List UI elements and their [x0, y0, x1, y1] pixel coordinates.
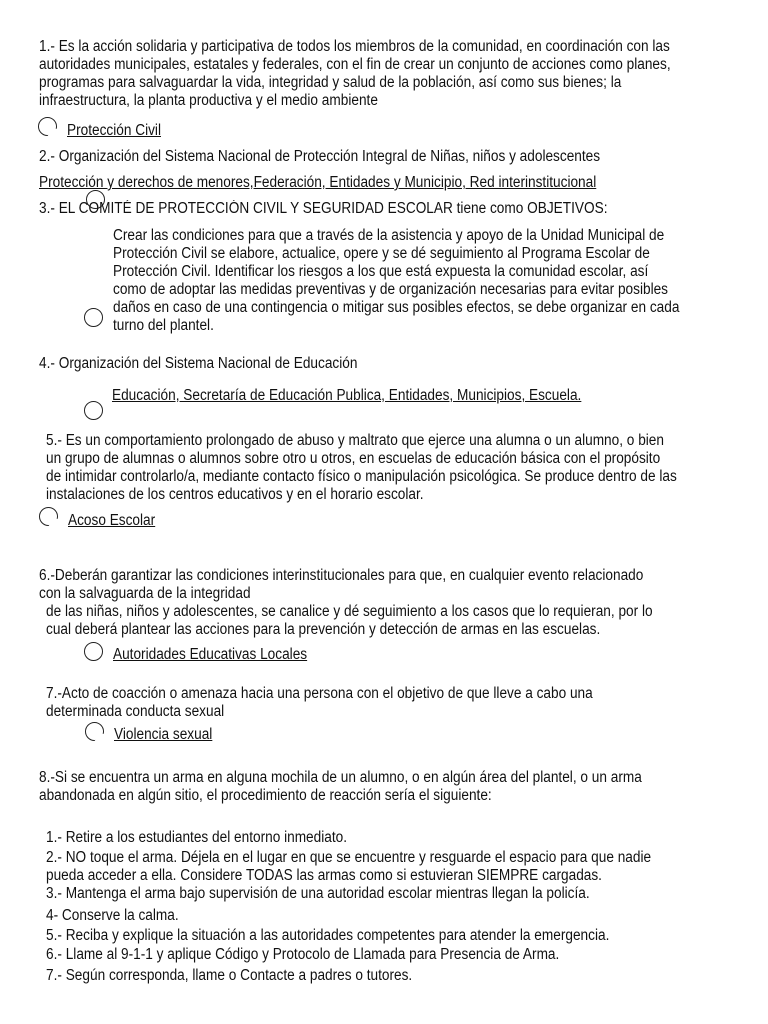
q3-answer-line: como de adoptar las medidas preventivas y de organización necesarias para evitar posibles — [113, 281, 669, 298]
q8-text-line: abandonada en algún sitio, el procedimiento de reacción sería el siguiente: — [39, 787, 492, 804]
q3-answer-line: daños en caso de una contingencia o mitigar sus posibles efectos, se debe organizar en cada — [113, 299, 680, 316]
q2-answer: Protección y derechos de menores,Federación, Entidades y Municipio, Red interinstitucional — [39, 174, 597, 191]
q3-answer-line: turno del plantel. — [113, 317, 214, 334]
q3-answer-line: Protección Civil. Identificar los riesgos a los que está expuesta la comunidad escolar, así — [113, 263, 649, 280]
q6-text-line: cual deberá plantear las acciones para la prevención y detección de armas en las escuelas. — [46, 621, 601, 638]
q6-text-line: de las niñas, niños y adolescentes, se canalice y dé seguimiento a los casos que lo requieran, por lo — [46, 603, 653, 620]
q6-text-line: 6.-Deberán garantizar las condiciones interinstitucionales para que, en cualquier evento relacionado — [39, 567, 644, 584]
q5-radio-button[interactable] — [39, 507, 58, 526]
q5-answer: Acoso Escolar — [68, 512, 156, 529]
q8-step: 4- Conserve la calma. — [46, 907, 179, 924]
q3-question: 3.- EL COMITÉ DE PROTECCIÓN CIVIL Y SEGURIDAD ESCOLAR tiene como OBJETIVOS: — [39, 200, 608, 217]
q1-text-line: programas para salvaguardar la vida, integridad y salud de la población, así como sus bienes; la — [39, 74, 622, 91]
q5-text-line: instalaciones de los centros educativos y en el horario escolar. — [46, 486, 424, 503]
q2-question: 2.- Organización del Sistema Nacional de Protección Integral de Niñas, niños y adolescentes — [39, 148, 601, 165]
q7-text-line: determinada conducta sexual — [46, 703, 225, 720]
q5-text-line: un grupo de alumnas o alumnos sobre otro u otros, en escuelas de educación básica con el propósito — [46, 450, 661, 467]
q8-step: 3.- Mantenga el arma bajo supervisión de una autoridad escolar mientras llegan la policía. — [46, 885, 590, 902]
q3-radio-button[interactable] — [84, 308, 103, 327]
q7-radio-button[interactable] — [85, 722, 104, 741]
q1-text-line: autoridades municipales, estatales y federales, con el fin de crear un conjunto de acciones como planes, — [39, 56, 671, 73]
q8-text-line: 8.-Si se encuentra un arma en alguna mochila de un alumno, o en algún área del plantel, o un arma — [39, 769, 642, 786]
q3-answer-line: Crear las condiciones para que a través de la asistencia y apoyo de la Unidad Municipal de — [113, 227, 665, 244]
q8-step: 7.- Según corresponda, llame o Contacte a padres o tutores. — [46, 967, 413, 984]
q1-text-line: 1.- Es la acción solidaria y participativa de todos los miembros de la comunidad, en coordinación con las — [39, 38, 670, 55]
q8-step: 5.- Reciba y explique la situación a las autoridades competentes para atender la emergencia. — [46, 927, 610, 944]
q6-text-line: con la salvaguarda de la integridad — [39, 585, 251, 602]
q8-step: 1.- Retire a los estudiantes del entorno inmediato. — [46, 829, 348, 846]
q8-step: pueda acceder a ella. Considere TODAS las armas como si estuvieran SIEMPRE cargadas. — [46, 867, 602, 884]
q5-text-line: de intimidar controlarlo/a, mediante contacto físico o manipulación psicológica. Se produce dentro de las — [46, 468, 677, 485]
q1-answer: Protección Civil — [67, 122, 161, 139]
q1-text-line: infraestructura, la planta productiva y el medio ambiente — [39, 92, 378, 109]
q4-radio-button[interactable] — [84, 401, 103, 420]
q6-answer: Autoridades Educativas Locales — [113, 646, 308, 663]
q7-text-line: 7.-Acto de coacción o amenaza hacia una persona con el objetivo de que lleve a cabo una — [46, 685, 593, 702]
q6-radio-button[interactable] — [84, 642, 103, 661]
q7-answer: Violencia sexual — [114, 726, 213, 743]
q4-answer: Educación, Secretaría de Educación Publica, Entidades, Municipios, Escuela. — [112, 387, 582, 404]
q1-radio-button[interactable] — [38, 117, 57, 136]
q3-answer-line: Protección Civil se elabore, actualice, opere y se dé seguimiento al Programa Escolar de — [113, 245, 650, 262]
q8-step: 2.- NO toque el arma. Déjela en el lugar en que se encuentre y resguarde el espacio para que nadie — [46, 849, 652, 866]
q4-question: 4.- Organización del Sistema Nacional de Educación — [39, 355, 358, 372]
q5-text-line: 5.- Es un comportamiento prolongado de abuso y maltrato que ejerce una alumna o un alumno, o bien — [46, 432, 664, 449]
q8-step: 6.- Llame al 9-1-1 y aplique Código y Protocolo de Llamada para Presencia de Arma. — [46, 946, 560, 963]
